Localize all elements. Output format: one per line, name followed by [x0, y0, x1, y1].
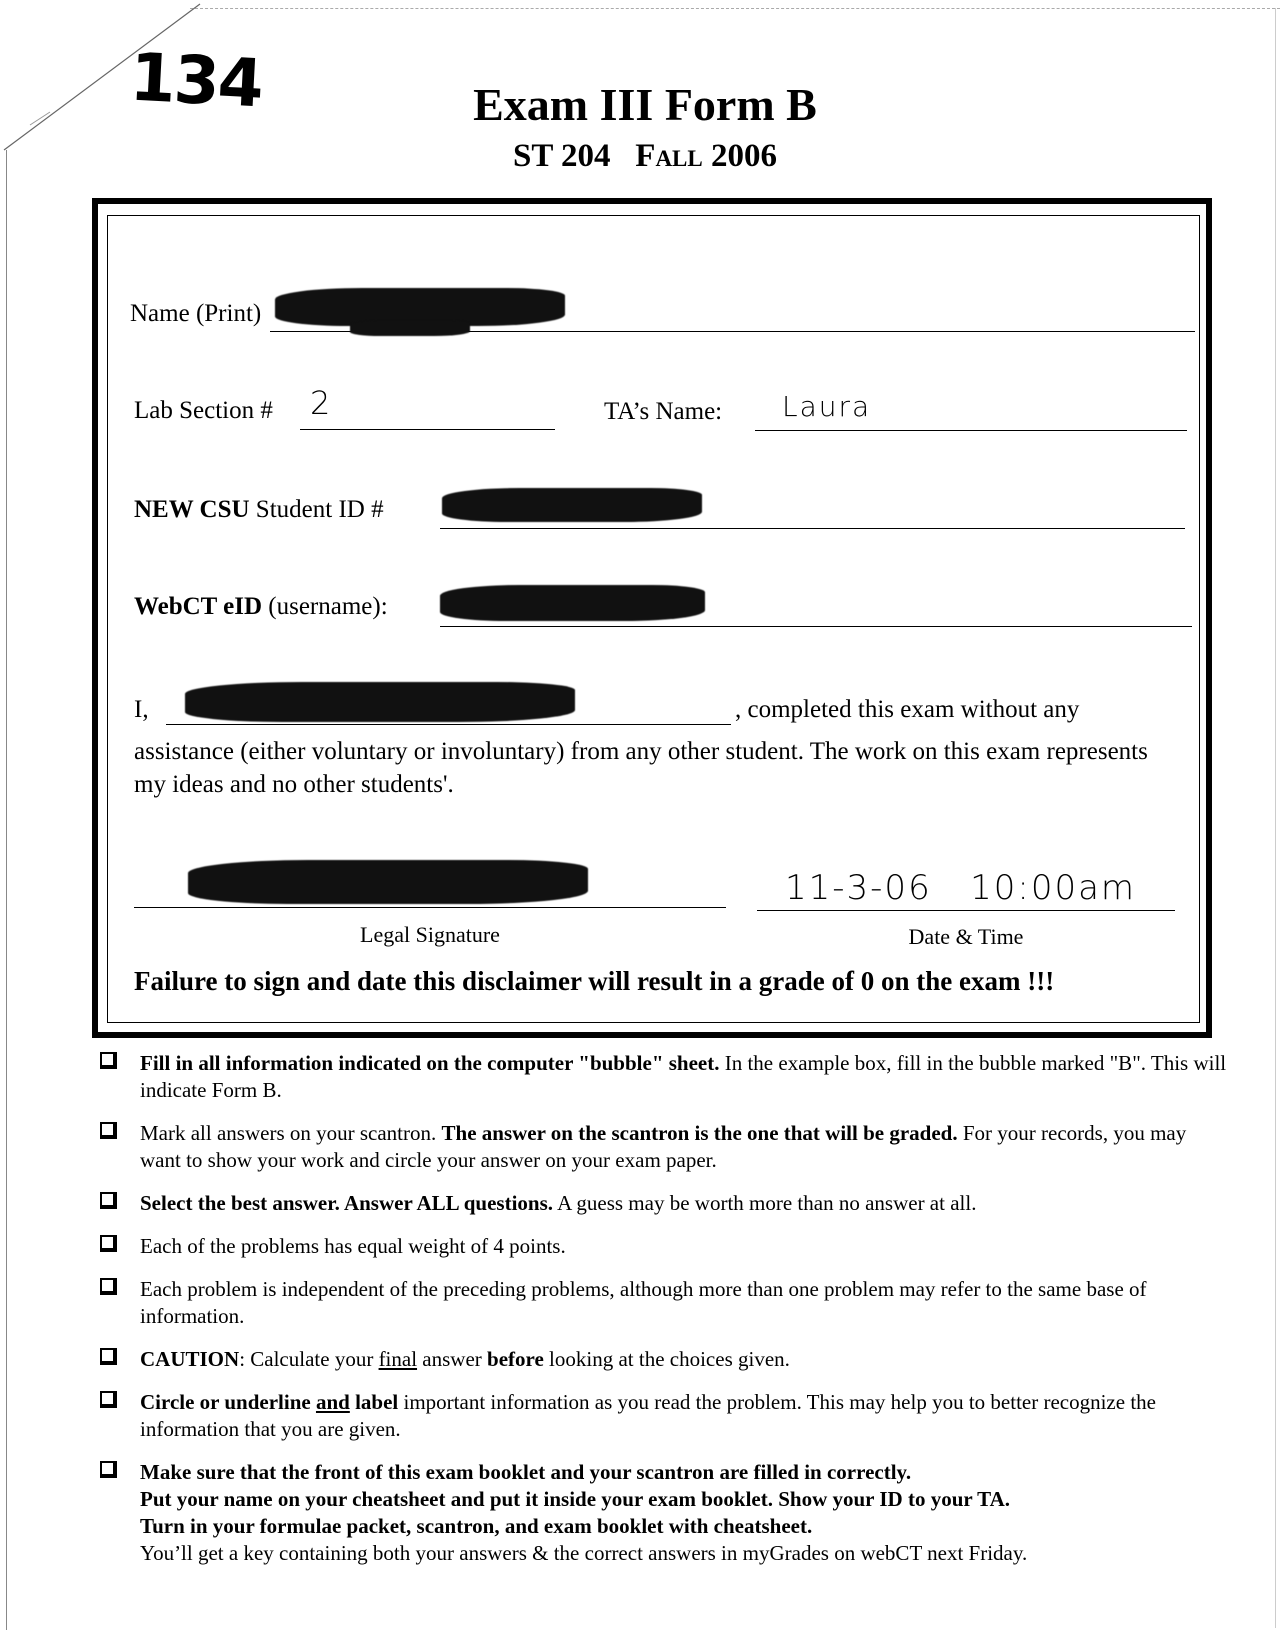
checklist-item [98, 1276, 1228, 1330]
handwritten-number: 134 [128, 38, 264, 123]
item-text: For your records, you may want to show your work and circle your answer on your exam paper. [140, 1121, 1187, 1172]
checkbox-icon[interactable] [100, 1278, 117, 1295]
item-text: answer [417, 1347, 488, 1371]
item-text: You’ll get a key containing both your answers & the correct answers in myGrades on webCT next Friday. [140, 1541, 1028, 1565]
warning-text: Failure to sign and date this disclaimer will result in a grade of 0 on the exam !!! [134, 966, 1055, 996]
student-id-label [134, 496, 384, 524]
statement-name-line[interactable] [166, 724, 731, 725]
item-text: looking at the choices given. [543, 1347, 790, 1371]
redacted-statement-name [185, 682, 575, 722]
item-text: : Calculate your [239, 1347, 379, 1371]
item-bold: Turn in your formulae packet, scantron, and exam booklet with cheatsheet. [140, 1514, 813, 1538]
page-left-edge [6, 150, 7, 1630]
checkbox-icon[interactable] [100, 1122, 117, 1139]
ta-name-line[interactable] [755, 430, 1187, 431]
webct-label [134, 593, 388, 621]
item-bold: Select the best answer. Answer ALL questions. [140, 1191, 554, 1215]
item-text: Each problem is independent of the preceding problems, although more than one problem may refer to the same base of information. [140, 1277, 1147, 1328]
statement-end: , completed this exam without any [735, 696, 1080, 723]
checklist-item [98, 1190, 1228, 1217]
checkbox-icon[interactable] [100, 1348, 117, 1365]
item-bold: before [487, 1347, 544, 1371]
signature-caption: Legal Signature [360, 922, 500, 947]
item-underline: final [378, 1347, 418, 1371]
redacted-name-tail [350, 320, 470, 336]
lab-section-line[interactable] [300, 429, 555, 430]
redacted-signature [188, 860, 588, 904]
item-bold: Circle or underline [140, 1390, 316, 1414]
redacted-student-id [442, 488, 702, 522]
checklist-item [98, 1389, 1228, 1443]
exam-title: Exam III Form B [473, 79, 817, 130]
checklist-item [98, 1233, 1228, 1260]
item-bold: label [349, 1390, 399, 1414]
item-text: Each of the problems has equal weight of 4 points. [140, 1234, 566, 1258]
webct-line[interactable] [440, 626, 1192, 627]
lab-section-label: Lab Section # [134, 397, 273, 424]
redacted-webct [440, 585, 705, 621]
exam-subtitle [0, 138, 1280, 175]
item-bold: Put your name on your cheatsheet and put it inside your exam booklet. Show your ID to your TA. [140, 1487, 1011, 1511]
date-caption: Date & Time [908, 924, 1024, 949]
webct-text: (username): [262, 593, 388, 620]
webct-bold: WebCT eID [134, 593, 263, 620]
item-text: Mark all answers on your scantron. [140, 1121, 442, 1145]
item-bold: The answer on the scantron is the one that will be graded. [441, 1121, 958, 1145]
student-id-line[interactable] [440, 528, 1185, 529]
page-top-edge [190, 8, 1280, 10]
item-text: In the example box, fill in the bubble marked "B". This will indicate Form B. [140, 1051, 1227, 1102]
term: Fall 2006 [635, 138, 777, 174]
checklist-item [98, 1459, 1228, 1567]
ta-name-value: Laura [782, 390, 872, 423]
item-bold: Make sure that the front of this exam booklet and your scantron are filled in correctly. [140, 1460, 912, 1484]
statement-i: I, [134, 696, 149, 723]
student-id-text: Student ID # [249, 496, 384, 523]
checkbox-icon[interactable] [100, 1235, 117, 1252]
ta-name-label: TA’s Name: [604, 398, 723, 425]
date-value: 11-3-06 10:00am [785, 868, 1137, 908]
checkbox-icon[interactable] [100, 1391, 117, 1408]
course-code: ST 204 [513, 138, 611, 174]
checkbox-icon[interactable] [100, 1192, 117, 1209]
checklist-item [98, 1346, 1228, 1373]
item-text: A guess may be worth more than no answer at all. [553, 1191, 977, 1215]
name-label: Name (Print) [130, 300, 262, 327]
checklist-item [98, 1120, 1228, 1174]
signature-line[interactable] [134, 907, 726, 908]
item-text: important information as you read the problem. This may help you to better recognize the information that you are given. [140, 1390, 1156, 1441]
statement-text: assistance (either voluntary or involuntary) from any other student. The work on this exam represents my ideas and no other students'. [134, 738, 1148, 798]
item-bold: Fill in all information indicated on the computer "bubble" sheet. [140, 1051, 720, 1075]
item-underline: and [315, 1390, 350, 1414]
date-line[interactable] [757, 910, 1175, 911]
checkbox-icon[interactable] [100, 1461, 117, 1478]
checklist-item [98, 1050, 1228, 1104]
checkbox-icon[interactable] [100, 1052, 117, 1069]
item-bold: CAUTION [140, 1347, 240, 1371]
instructions-checklist [98, 1050, 1228, 1583]
lab-section-value: 2 [310, 384, 333, 422]
page-right-edge [1275, 8, 1276, 1628]
student-id-bold: NEW CSU [134, 496, 250, 523]
